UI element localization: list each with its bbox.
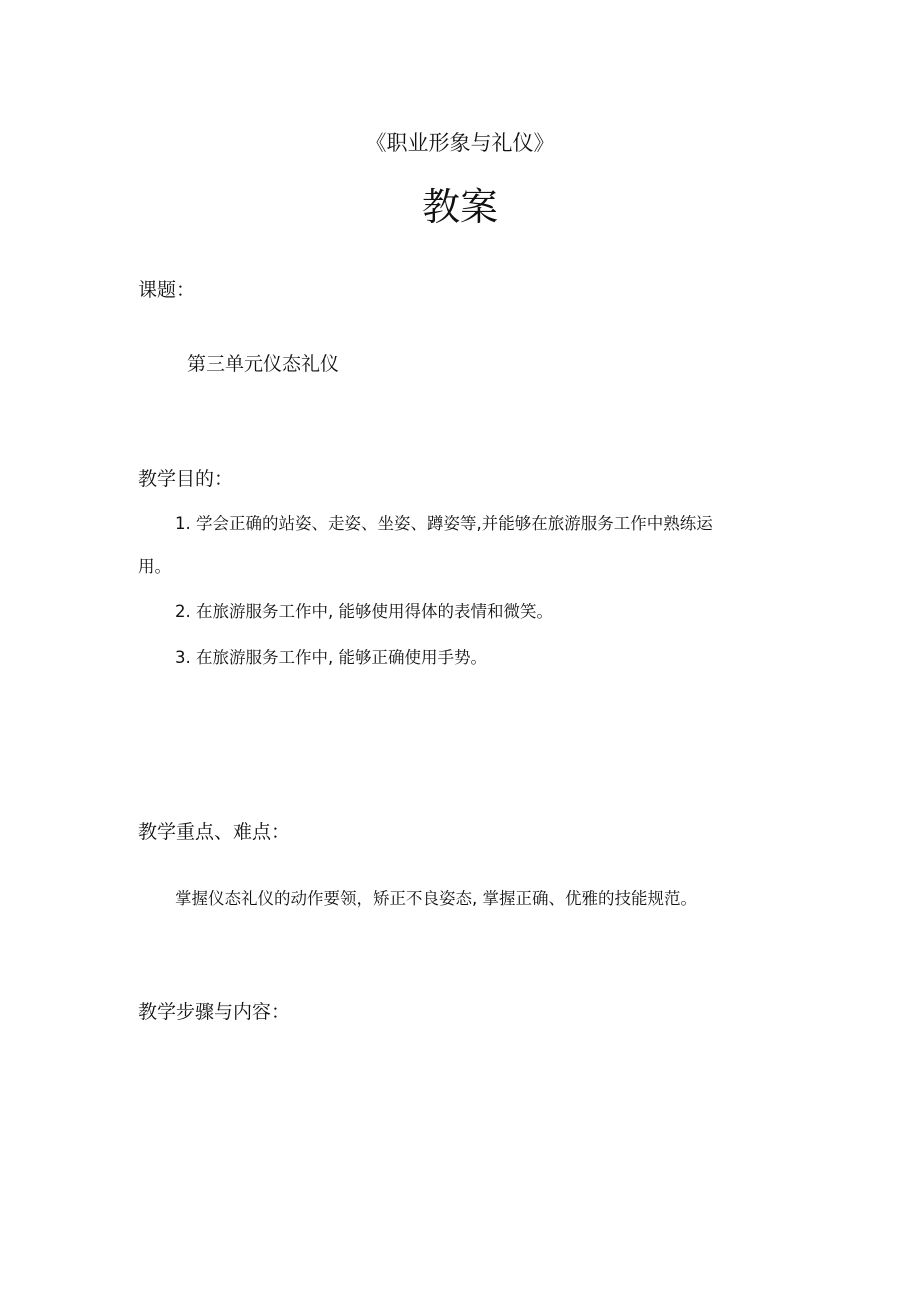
topic-label: 课题： xyxy=(138,279,196,301)
objective-item-3: 3. 在旅游服务工作中, 能够正确使用手势。 xyxy=(175,648,487,667)
topic-value: 第三单元仪态礼仪 xyxy=(187,353,340,375)
steps-label: 教学步骤与内容： xyxy=(138,1001,291,1023)
objectives-label: 教学目的： xyxy=(138,468,234,490)
key-points-content: 掌握仪态礼仪的动作要领，矫正不良姿态, 掌握正确、优雅的技能规范。 xyxy=(175,889,697,908)
document-title: 教案 xyxy=(421,185,498,229)
objective-item-1-line-1: 1. 学会正确的站姿、走姿、坐姿、蹲姿等,并能够在旅游服务工作中熟练运 xyxy=(175,514,713,533)
course-title: 《职业形象与礼仪》 xyxy=(365,131,555,155)
key-points-label: 教学重点、难点： xyxy=(138,821,291,843)
objective-item-1-line-2: 用。 xyxy=(138,557,171,576)
objective-item-2: 2. 在旅游服务工作中, 能够使用得体的表情和微笑。 xyxy=(175,602,553,621)
